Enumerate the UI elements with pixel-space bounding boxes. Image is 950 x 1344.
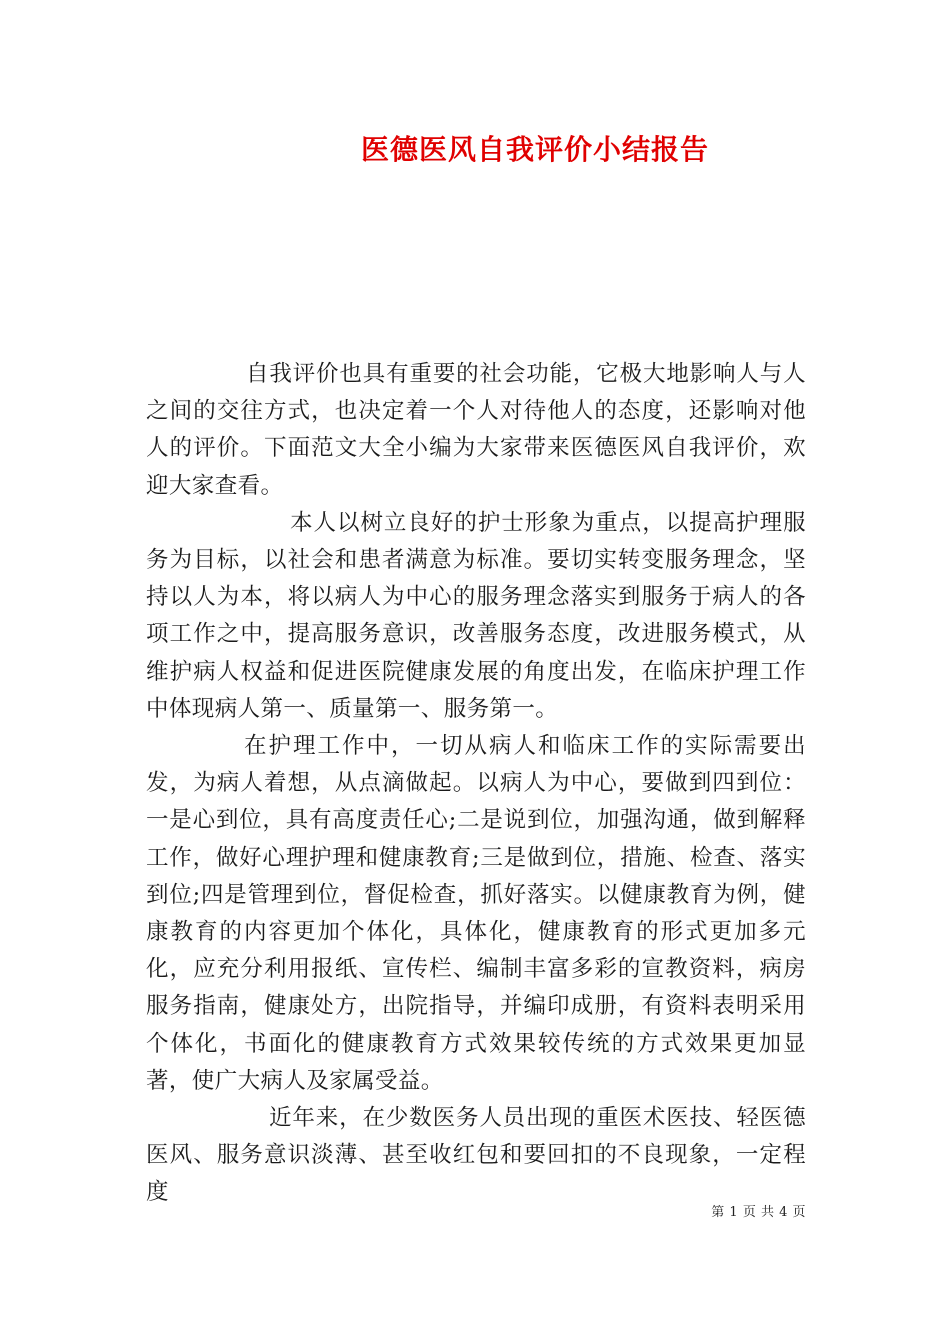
document-title: 医德医风自我评价小结报告 bbox=[360, 133, 709, 166]
paragraph: 自我评价也具有重要的社会功能，它极大地影响人与人之间的交往方式，也决定着一个人对待他人的态度，还影响对他人的评价。下面范文大全小编为大家带来医德医风自我评价，欢迎大家查看。 bbox=[146, 361, 806, 499]
paragraph: 近年来，在少数医务人员出现的重医术医技、轻医德医风、服务意识淡薄、甚至收红包和要回扣的不良现象，一定程度 bbox=[146, 1105, 806, 1206]
document-body bbox=[146, 356, 806, 1212]
paragraph: 本人以树立良好的护士形象为重点，以提高护理服务为目标，以社会和患者满意为标准。要切实转变服务理念，坚持以人为本，将以病人为中心的服务理念落实到服务于病人的各项工作之中，提高服务意识，改善服务态度，改进服务模式，从维护病人权益和促进医院健康发展的角度出发，在临床护理工作中体现病人第一、质量第一、服务第一。 bbox=[146, 509, 806, 722]
page-number: 第 1 页 共 4 页 bbox=[711, 1205, 806, 1220]
paragraph: 在护理工作中，一切从病人和临床工作的实际需要出发，为病人着想，从点滴做起。以病人为中心，要做到四到位：一是心到位，具有高度责任心;二是说到位，加强沟通，做到解释工作，做好心理护理和健康教育;三是做到位，措施、检查、落实到位;四是管理到位，督促检查，抓好落实。以健康教育为例，健康教育的内容更加个体化，具体化，健康教育的形式更加多元化，应充分利用报纸、宣传栏、编制丰富多彩的宣教资料，病房服务指南，健康处方，出院指导，并编印成册，有资料表明采用个体化，书面化的健康教育方式效果较传统的方式效果更加显著，使广大病人及家属受益。 bbox=[146, 733, 806, 1094]
